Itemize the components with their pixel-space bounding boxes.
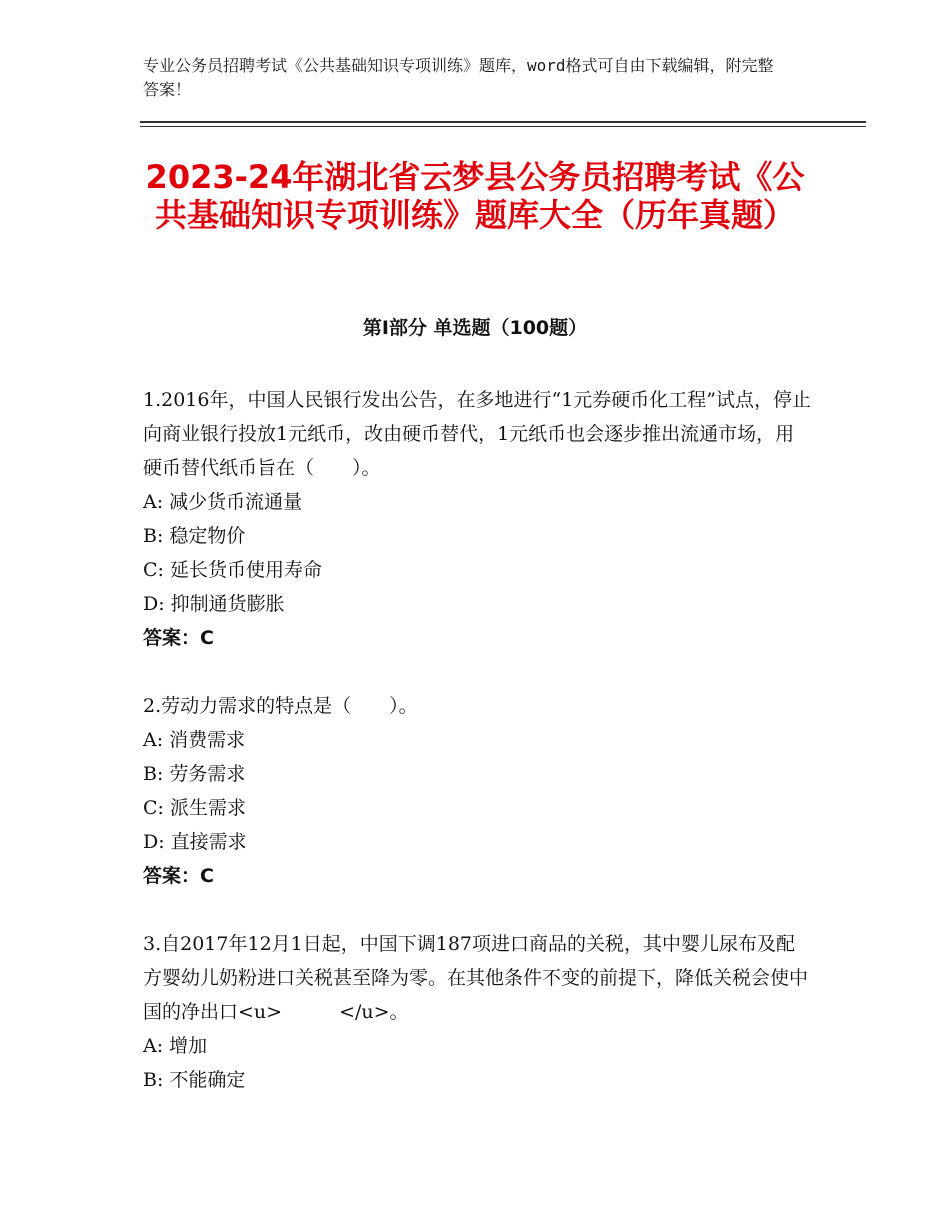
question-stem: 3.自2017年12月1日起，中国下调187项进口商品的关税，其中婴儿尿布及配方婴幼儿奶粉进口关税甚至降为零。在其他条件不变的前提下，降低关税会使中国的净出口<u> </u>。 — [143, 933, 809, 1023]
question-3 — [143, 927, 813, 1097]
question-stem: 1.2016年，中国人民银行发出公告，在多地进行“1元券硬币化工程”试点，停止向商业银行投放1元纸币，改由硬币替代，1元纸币也会逐步推出流通市场，用硬币替代纸币旨在（ ）。 — [143, 389, 811, 479]
option-b: B: 不能确定 — [143, 1069, 246, 1091]
question-list — [143, 383, 813, 1131]
option-b: B: 稳定物价 — [143, 525, 246, 547]
answer-line: 答案：C — [143, 627, 214, 649]
option-a: A: 减少货币流通量 — [143, 491, 303, 513]
header-note: 专业公务员招聘考试《公共基础知识专项训练》题库，word格式可自由下载编辑，附完整答案！ — [143, 56, 774, 99]
option-c: C: 派生需求 — [143, 797, 246, 819]
option-a: A: 消费需求 — [143, 729, 246, 751]
question-1 — [143, 383, 813, 655]
answer-line: 答案：C — [143, 865, 214, 887]
option-d: D: 抑制通货膨胀 — [143, 593, 285, 615]
option-c: C: 延长货币使用寿命 — [143, 559, 322, 581]
section-title: 第Ⅰ部分 单选题（100题） — [362, 317, 588, 339]
document-title: 2023-24年湖北省云梦县公务员招聘考试《公共基础知识专项训练》题库大全（历年真题） — [145, 158, 805, 234]
header-divider-thick — [140, 121, 866, 123]
option-a: A: 增加 — [143, 1035, 208, 1057]
option-b: B: 劳务需求 — [143, 763, 246, 785]
question-2 — [143, 689, 813, 893]
option-d: D: 直接需求 — [143, 831, 247, 853]
header-divider-thin — [140, 126, 866, 127]
question-stem: 2.劳动力需求的特点是（ ）。 — [143, 695, 418, 717]
